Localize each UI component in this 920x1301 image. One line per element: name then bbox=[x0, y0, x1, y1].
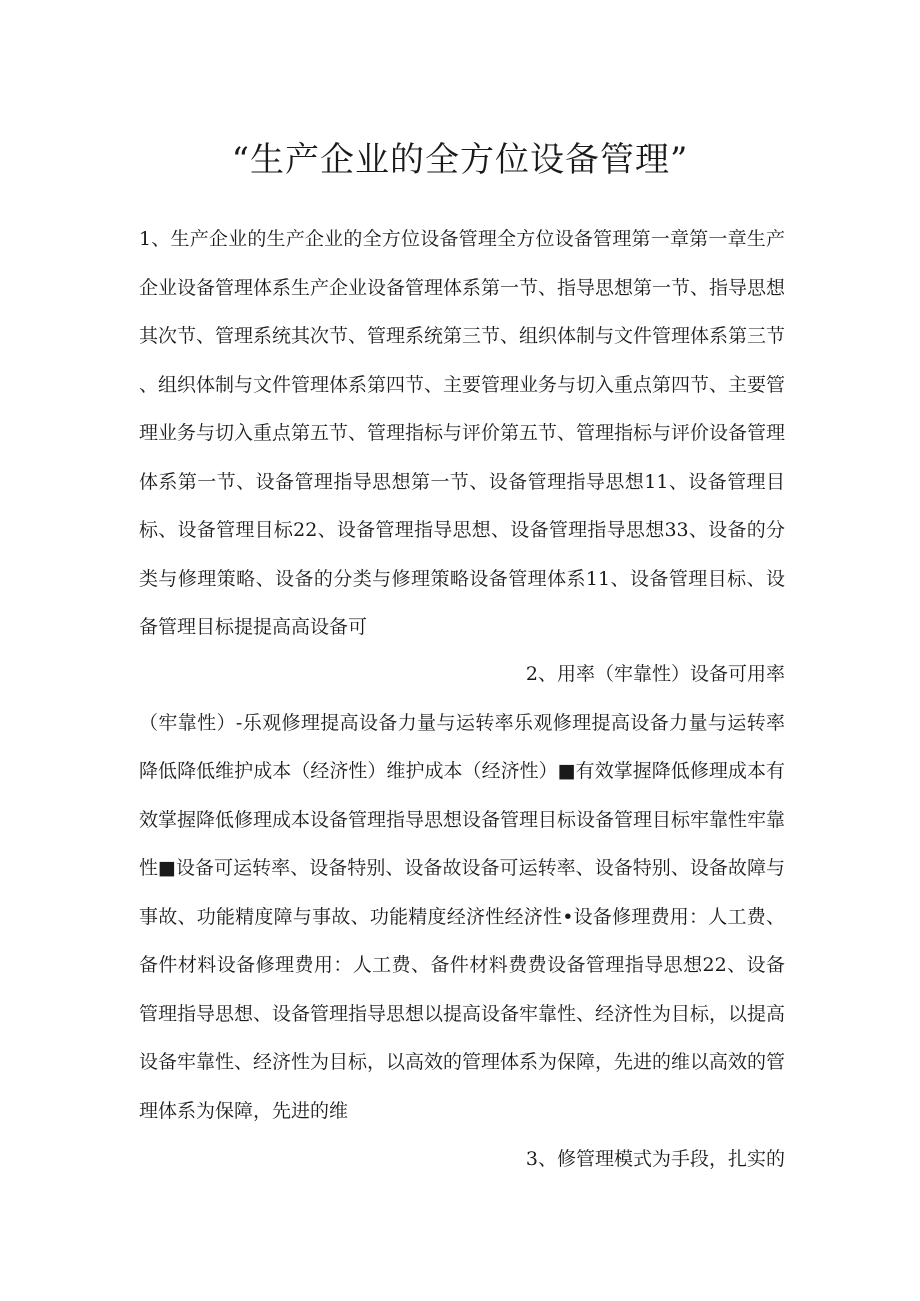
document-title: “生产企业的全方位设备管理” bbox=[231, 140, 689, 180]
paragraph-2-heading-line: 2、用率（牢靠性）设备可用率 bbox=[525, 663, 785, 685]
paragraph-2-body: （牢靠性）-乐观修理提高设备力量与运转率乐观修理提高设备力量与运转率降低降低维护成本（经济性）维护成本（经济性）■有效掌握降低修理成本有效掌握降低修理成本设备管理指导思想设备管理目标设备管理目标牢靠性牢靠性■设备可运转率、设备特别、设备故设备可运转率、设备特别、设备故障与事故、功能精度障与事故、功能精度经济性经济性•设备修理费用：人工费、备件材料设备修理费用：人工费、备件材料费费设备管理指导思想22、设备管理指导思想、设备管理指导思想以提高设备牢靠性、经济性为目标，以提高设备牢靠性、经济性为目标，以高效的管理体系为保障，先进的维以高效的管理体系为保障，先进的维 bbox=[139, 711, 786, 1122]
paragraph-3 bbox=[139, 1135, 785, 1184]
paragraph-1: 1、生产企业的生产企业的全方位设备管理全方位设备管理第一章第一章生产企业设备管理体系生产企业设备管理体系第一节、指导思想第一节、指导思想其次节、管理系统其次节、管理系统第三节、组织体制与文件管理体系第三节、组织体制与文件管理体系第四节、主要管理业务与切入重点第四节、主要管理业务与切入重点第五节、管理指标与评价第五节、管理指标与评价设备管理体系第一节、设备管理指导思想第一节、设备管理指导思想11、设备管理目标、设备管理目标22、设备管理指导思想、设备管理指导思想33、设备的分类与修理策略、设备的分类与修理策略设备管理体系11、设备管理目标、设备管理目标提提高高设备可 bbox=[139, 228, 786, 638]
paragraph-3-heading-line: 3、修管理模式为手段，扎实的 bbox=[525, 1148, 785, 1170]
paragraph-2 bbox=[139, 650, 785, 1135]
